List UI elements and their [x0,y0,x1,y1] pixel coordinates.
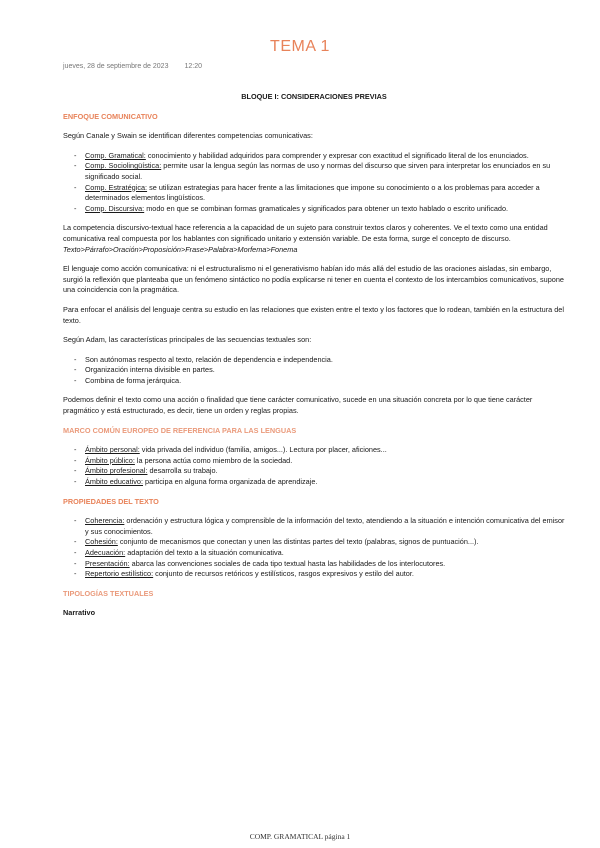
list-item: - Ámbito personal: vida privada del individuo (familia, amigos...). Lectura por placer, aficiones... [85,445,565,456]
page-content[interactable] [63,92,565,628]
list-item: - Repertorio estilístico: conjunto de recursos retóricos y estilísticos, rasgos expresivos y estilo del autor. [85,569,565,580]
page-time: 12:20 [184,63,202,70]
list-item: - Son autónomas respecto al texto, relación de dependencia e independencia. [85,355,565,366]
propiedades-list [63,516,565,580]
list-item: - Cohesión: conjunto de mecanismos que conectan y unen las distintas partes del texto (palabras, signos de puntuación...). [85,537,565,548]
list-item: - Ámbito profesional: desarrolla su trabajo. [85,466,565,477]
page-meta [63,63,202,70]
list-item: - Presentación: abarca las convenciones sociales de cada tipo textual hasta las habilidades de los interlocutores. [85,559,565,570]
paragraph-definicion: Podemos definir el texto como una acción o finalidad que tiene carácter comunicativo, sucede en una situación concreta por lo que tiene carácter pragmático y está estructurado, es decir, tiene un orden y reglas propias. [63,395,533,416]
paragraph-accion: El lenguaje como acción comunicativa: ni el estructuralismo ni el generativismo habían ido más allá del estudio de las oraciones aisladas, sin embargo, surgió la reflexión que planteaba que un fenómeno sintáctico no podía explicarse ni tener en cuenta el contexto de los intercambios comunicativos, supone una coincidencia con la pragmática. [63,264,564,295]
list-item: - Comp. Estratégica: se utilizan estrategias para hacer frente a las limitaciones que impone su conocimiento o a los problemas para acceder a determinados elementos lingüísticos. [85,183,565,204]
adam-intro: Según Adam, las características principales de las secuencias textuales son: [63,335,312,345]
list-item: - Ámbito educativo: participa en alguna forma organizada de aprendizaje. [85,477,565,488]
list-item: - Combina de forma jerárquica. [85,376,565,387]
section-heading-marco: MARCO COMÚN EUROPEO DE REFERENCIA PARA LAS LENGUAS [63,425,297,435]
section-heading-propiedades: PROPIEDADES DEL TEXTO [63,496,159,506]
list-item: - Ámbito público: la persona actúa como miembro de la sociedad. [85,456,565,467]
list-item: - Coherencia: ordenación y estructura lógica y comprensible de la información del texto, atendiendo a la situación e intención comunicativa del emisor y sus conocimientos. [85,516,565,537]
section-heading-enfoque: ENFOQUE COMUNICATIVO [63,111,158,121]
paragraph-enfoque: Para enfocar el análisis del lenguaje centra su estudio en las relaciones que existen entre el texto y los factores que lo rodean, también en la estructura del texto. [63,304,564,325]
competencias-intro: Según Canale y Swain se identifican diferentes competencias comunicativas: [63,131,313,141]
page-date: jueves, 28 de septiembre de 2023 [63,63,169,70]
list-item: - Comp. Discursiva: modo en que se combinan formas gramaticales y significados para obtener un texto hablado o escrito unificado. [85,204,565,215]
subheading-narrativo: Narrativo [63,608,96,618]
list-item: - Adecuación: adaptación del texto a la situación comunicativa. [85,548,565,559]
jerarquia-text: Texto>Párrafo>Oración>Proposición>Frase>Palabra>Morfema>Fonema [63,244,298,254]
paragraph-discursivo: La competencia discursivo-textual hace referencia a la capacidad de un sujeto para construir textos claros y coherentes. Ve el texto como una entidad comunicativa real compuesta por los hablantes con significado unitario y extensión variable. De esta forma, surge el concepto de discurso. Texto>Párrafo>Oración>Proposición>Frase>Palabra>Morfema>Fonema [63,223,548,254]
adam-list [63,355,565,387]
page-footer: COMP. GRAMATICAL página 1 [249,832,351,841]
list-item: - Organización interna divisible en partes. [85,365,565,376]
list-item: - Comp. Sociolingüística: permite usar la lengua según las normas de uso y normas del discurso que sirven para interpretar los enunciados en su significado social. [85,161,565,182]
block-title: BLOQUE I: CONSIDERACIONES PREVIAS [241,92,387,101]
section-heading-tipologias: TIPOLOGÍAS TEXTUALES [63,588,154,598]
ambitos-list [63,445,565,487]
page-title: TEMA 1 [270,38,330,55]
list-item: - Comp. Gramatical: conocimiento y habilidad adquiridos para comprender y expresar con exactitud el significado literal de los enunciados. [85,151,565,162]
competencias-list [63,151,565,215]
